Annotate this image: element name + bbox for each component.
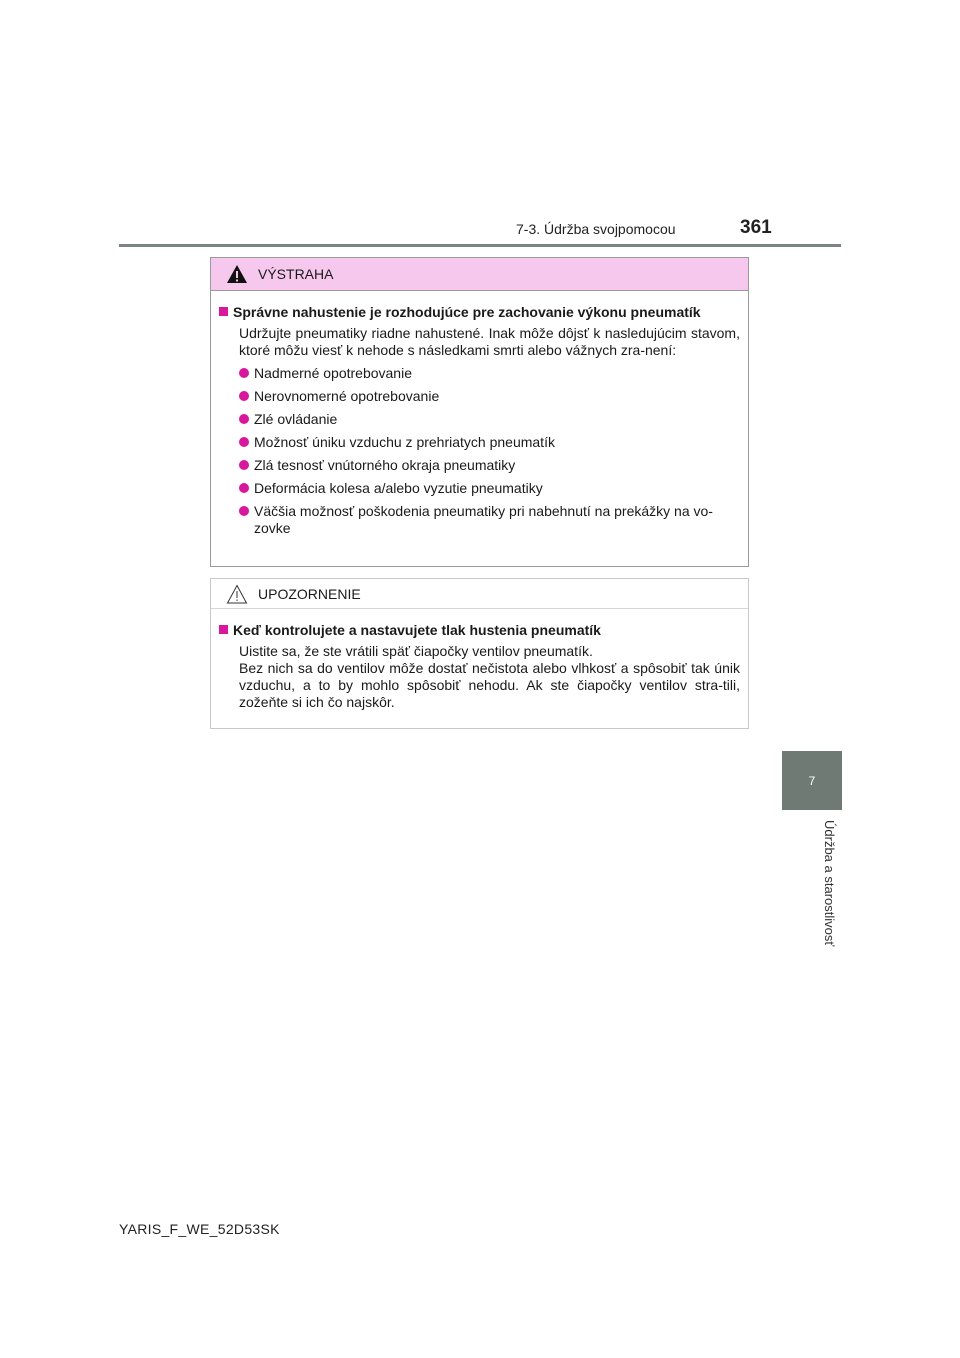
warning-header (211, 258, 748, 291)
list-item: Väčšia možnosť poškodenia pneumatiky pri nabehnutí na prekážky na vo-zovke (219, 503, 740, 537)
caution-box (210, 578, 749, 729)
chapter-number: 7 (808, 773, 816, 788)
document-code: YARIS_F_WE_52D53SK (119, 1221, 280, 1237)
bullet-dot-icon (239, 368, 249, 378)
bullet-dot-icon (239, 437, 249, 447)
list-item: Zlé ovládanie (219, 411, 740, 428)
warning-triangle-icon (226, 264, 248, 284)
section-title: 7-3. Údržba svojpomocou (516, 221, 676, 237)
bullet-dot-icon (239, 483, 249, 493)
square-bullet-icon (219, 625, 228, 634)
square-bullet-icon (219, 307, 228, 316)
header-divider (119, 244, 841, 247)
bullet-dot-icon (239, 506, 249, 516)
caution-header (211, 579, 748, 609)
caution-title: UPOZORNENIE (258, 585, 361, 602)
list-item: Možnosť úniku vzduchu z prehriatych pneumatík (219, 434, 740, 451)
list-item: Nadmerné opotrebovanie (219, 365, 740, 382)
page-number: 361 (740, 217, 772, 238)
caution-line-1: Uistite sa, že ste vrátili späť čiapočky ventilov pneumatík. (239, 643, 593, 659)
warning-box (210, 257, 749, 567)
list-item: Nerovnomerné opotrebovanie (219, 388, 740, 405)
caution-line-2: Bez nich sa do ventilov môže dostať nečistota alebo vlhkosť a spôsobiť tak únik vzduchu, a to by mohlo spôsobiť nehodu. Ak ste čiapočky ventilov stra-tili, zožeňte si ich čo najskôr. (239, 660, 740, 710)
bullet-dot-icon (239, 460, 249, 470)
bullet-dot-icon (239, 414, 249, 424)
warning-topic (219, 303, 740, 321)
warning-body (211, 291, 748, 537)
warning-title: VÝSTRAHA (258, 266, 334, 282)
list-item: Deformácia kolesa a/alebo vyzutie pneumatiky (219, 480, 740, 497)
bullet-dot-icon (239, 391, 249, 401)
caution-triangle-icon (226, 584, 248, 604)
chapter-tab (782, 751, 842, 810)
chapter-label: Údržba a starostlivosť (822, 820, 837, 947)
caution-topic (219, 621, 740, 639)
warning-topic-text: Správne nahustenie je rozhodujúce pre zachovanie výkonu pneumatík (233, 304, 701, 320)
caution-body (211, 609, 748, 711)
caution-topic-text: Keď kontrolujete a nastavujete tlak hustenia pneumatík (233, 622, 601, 638)
warning-intro: Udržujte pneumatiky riadne nahustené. Inak môže dôjsť k nasledujúcim stavom, ktoré môžu viesť k nehode s následkami smrti alebo vážnych zra-není: (239, 325, 740, 358)
list-item: Zlá tesnosť vnútorného okraja pneumatiky (219, 457, 740, 474)
